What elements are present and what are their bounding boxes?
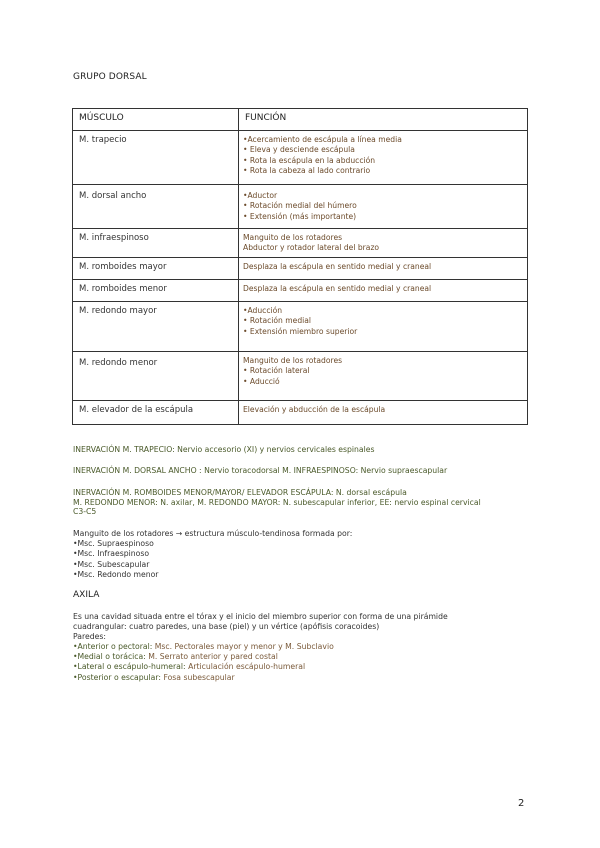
muscle-name: M. redondo mayor — [73, 302, 239, 352]
table-row — [73, 229, 528, 258]
muscle-function — [239, 185, 528, 229]
table-header-row — [73, 109, 528, 131]
muscle-name: M. infraespinoso — [73, 229, 239, 258]
table-row — [73, 401, 528, 425]
function-line: Manguito de los rotadores — [243, 356, 343, 365]
function-line: • Extensión miembro superior — [243, 326, 358, 336]
function-line: • Rotación lateral — [243, 366, 310, 376]
header-musculo: MÚSCULO — [73, 109, 239, 131]
axila-intro: Es una cavidad situada entre el tórax y el inicio del miembro superior con forma de una pirámide — [73, 612, 448, 621]
function-line: •Aducción — [243, 306, 283, 315]
axila-intro: cuadrangular: cuatro paredes, una base (piel) y un vértice (apófisis coracoides) — [73, 622, 380, 632]
rotator-cuff-item: •Msc. Supraespinoso — [73, 539, 154, 549]
function-line: • Eleva y desciende escápula — [243, 145, 355, 155]
innervation-dorsal: INERVACIÓN M. DORSAL ANCHO : Nervio toracodorsal M. INFRAESPINOSO: Nervio supraescapular — [73, 466, 448, 475]
muscle-name: M. dorsal ancho — [73, 185, 239, 229]
muscle-table — [72, 108, 528, 425]
innervation-trapecio: INERVACIÓN M. TRAPECIO: Nervio accesorio (XI) y nervios cervicales espinales — [73, 445, 375, 454]
muscle-name: M. elevador de la escápula — [73, 401, 239, 425]
function-line: Abductor y rotador lateral del brazo — [243, 243, 380, 253]
wall-text: Fosa subescapular — [161, 672, 235, 682]
function-line: • Aducció — [243, 376, 280, 386]
wall-item — [73, 652, 533, 662]
table-row — [73, 185, 528, 229]
wall-label: •Posterior o escapular: — [73, 672, 161, 682]
wall-label: •Medial o torácica: — [73, 652, 146, 662]
wall-text: Articulación escápulo-humeral — [185, 662, 306, 672]
function-line: Elevación y abducción de la escápula — [243, 405, 386, 414]
table-row — [73, 131, 528, 185]
muscle-name: M. romboides menor — [73, 280, 239, 302]
muscle-function — [239, 229, 528, 258]
wall-label: •Anterior o pectoral: — [73, 642, 153, 652]
muscle-function — [239, 302, 528, 352]
rotator-cuff-item: •Msc. Subescapular — [73, 559, 150, 569]
wall-text: Msc. Pectorales mayor y menor y M. Subclavio — [152, 642, 334, 652]
rotator-cuff-intro: Manguito de los rotadores → estructura músculo-tendinosa formada por: — [73, 529, 353, 538]
muscle-function — [239, 401, 528, 425]
axila-block — [73, 612, 533, 683]
section-title: GRUPO DORSAL — [73, 72, 147, 82]
wall-item — [73, 662, 533, 672]
muscle-function — [239, 258, 528, 280]
header-funcion: FUNCIÓN — [239, 109, 528, 131]
function-line: • Rotación medial del húmero — [243, 201, 357, 211]
paredes-label: Paredes: — [73, 632, 106, 642]
innervation-romboides — [73, 488, 481, 517]
function-line: • Rotación medial — [243, 316, 312, 326]
wall-item — [73, 673, 533, 683]
innervation-line: C3-C5 — [73, 507, 97, 517]
muscle-name: M. romboides mayor — [73, 258, 239, 280]
page-number: 2 — [518, 798, 525, 809]
rotator-cuff-item: •Msc. Redondo menor — [73, 569, 159, 579]
function-line: Desplaza la escápula en sentido medial y craneal — [243, 262, 432, 271]
muscle-function — [239, 131, 528, 185]
innervation-line: INERVACIÓN M. ROMBOIDES MENOR/MAYOR/ ELEVADOR ESCÁPULA: N. dorsal escápula — [73, 488, 407, 497]
muscle-function — [239, 352, 528, 401]
function-line: • Extensión (más importante) — [243, 211, 357, 221]
function-line: • Rota la escápula en la abducción — [243, 155, 376, 165]
axila-title: AXILA — [73, 590, 100, 600]
rotator-cuff-block — [73, 529, 352, 580]
function-line: Desplaza la escápula en sentido medial y craneal — [243, 284, 432, 293]
table-row — [73, 352, 528, 401]
wall-item — [73, 642, 533, 652]
rotator-cuff-item: •Msc. Infraespinoso — [73, 549, 150, 559]
table-row — [73, 280, 528, 302]
muscle-name: M. trapecio — [73, 131, 239, 185]
wall-text: M. Serrato anterior y pared costal — [145, 652, 278, 662]
function-line: •Acercamiento de escápula a línea media — [243, 135, 402, 144]
function-line: • Rota la cabeza al lado contrario — [243, 166, 371, 176]
table-row — [73, 302, 528, 352]
function-line: •Aductor — [243, 191, 278, 200]
muscle-name: M. redondo menor — [73, 352, 239, 401]
function-line: Manguito de los rotadores — [243, 233, 343, 242]
innervation-line: M. REDONDO MENOR: N. axilar, M. REDONDO MAYOR: N. subescapular inferior, EE: nervio espinal cervical — [73, 497, 481, 507]
table-row — [73, 258, 528, 280]
muscle-function — [239, 280, 528, 302]
wall-label: •Lateral o escápulo-humeral: — [73, 662, 186, 672]
